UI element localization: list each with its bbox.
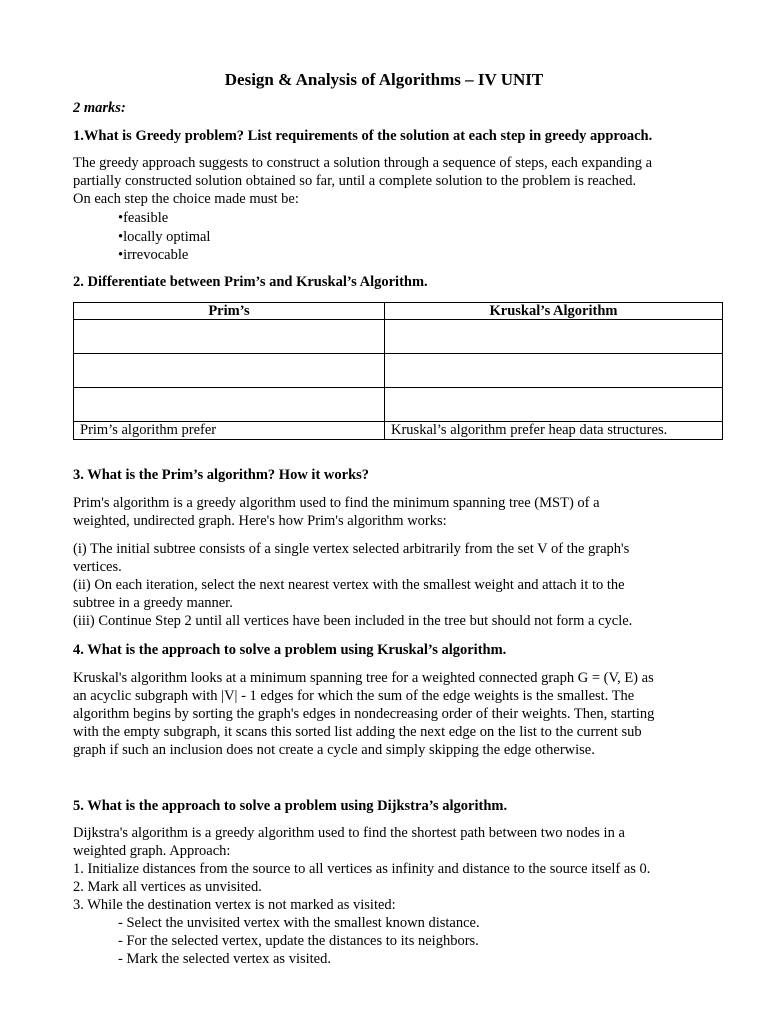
answer-5-line: 1. Initialize distances from the source to all vertices as infinity and distance to the source itself as 0. [73,861,651,877]
answer-3-intro [73,494,698,530]
answer-5-substep: - Mark the selected vertex as visited. [118,951,331,967]
answer-1-line: partially constructed solution obtained so far, until a complete solution to the problem is reached. [73,173,637,189]
question-1: 1.What is Greedy problem? List requirements of the solution at each step in greedy approach. [73,128,653,144]
answer-5-line: 3. While the destination vertex is not marked as visited: [73,897,396,913]
answer-3-steps [73,540,698,630]
answer-4-line: algorithm begins by sorting the graph's edges in nondecreasing order of their weights. Then, starting [73,706,655,722]
answer-3-line: Prim's algorithm is a greedy algorithm used to find the minimum spanning tree (MST) of a [73,495,600,511]
question-3: 3. What is the Prim’s algorithm? How it works? [73,467,370,483]
table-cell [385,354,723,388]
answer-3-step: (i) The initial subtree consists of a single vertex selected arbitrarily from the set V of the graph's [73,541,630,557]
answer-3-step: (ii) On each iteration, select the next nearest vertex with the smallest weight and attach it to the [73,577,625,593]
list-item: • locally optimal [118,228,210,247]
answer-5-substep: - For the selected vertex, update the distances to its neighbors. [118,933,479,949]
answer-3-line: weighted, undirected graph. Here's how Prim's algorithm works: [73,513,447,529]
answer-4-line: graph if such an inclusion does not create a cycle and simply skipping the edge otherwise. [73,742,595,758]
answer-4-line: Kruskal's algorithm looks at a minimum spanning tree for a weighted connected graph G = (V, E) as [73,670,654,686]
answer-1 [73,154,713,208]
answer-5-line: Dijkstra's algorithm is a greedy algorithm used to find the shortest path between two nodes in a [73,825,625,841]
answer-1-line: On each step the choice made must be: [73,191,299,207]
table-cell [74,354,385,388]
table-row [74,354,723,388]
answer-3-step: (iii) Continue Step 2 until all vertices have been included in the tree but should not form a cycle. [73,613,633,629]
column-header-prims: Prim’s [74,303,385,320]
table-cell [74,388,385,422]
table-cell [385,388,723,422]
table-row [74,388,723,422]
answer-5-substep: - Select the unvisited vertex with the smallest known distance. [118,915,480,931]
table-row [74,422,723,440]
answer-3-step: vertices. [73,559,122,575]
comparison-table [73,302,723,440]
answer-3-step: subtree in a greedy manner. [73,595,233,611]
answer-4-line: with the empty subgraph, it scans this sorted list adding the next edge on the list to the current sub [73,724,642,740]
marks-label: 2 marks: [73,100,126,116]
table-cell [74,320,385,354]
answer-5-line: weighted graph. Approach: [73,843,231,859]
answer-5 [73,824,713,968]
answer-1-line: The greedy approach suggests to construct a solution through a sequence of steps, each expanding a [73,155,653,171]
list-item: • irrevocable [118,246,210,265]
list-item: • feasible [118,209,210,228]
table-cell [385,320,723,354]
table-cell: Prim’s algorithm prefer [74,422,385,440]
question-4: 4. What is the approach to solve a problem using Kruskal’s algorithm. [73,642,507,658]
requirements-list [118,209,210,265]
table-header-row [74,303,723,320]
column-header-kruskals: Kruskal’s Algorithm [385,303,723,320]
answer-4 [73,669,698,759]
table-row [74,320,723,354]
table-cell: Kruskal’s algorithm prefer heap data structures. [385,422,723,440]
question-5: 5. What is the approach to solve a problem using Dijkstra’s algorithm. [73,798,508,814]
page-title: Design & Analysis of Algorithms – IV UNIT [224,70,544,89]
question-2: 2. Differentiate between Prim’s and Kruskal’s Algorithm. [73,274,428,290]
answer-4-line: an acyclic subgraph with |V| - 1 edges for which the sum of the edge weights is the smallest. The [73,688,635,704]
answer-5-line: 2. Mark all vertices as unvisited. [73,879,262,895]
